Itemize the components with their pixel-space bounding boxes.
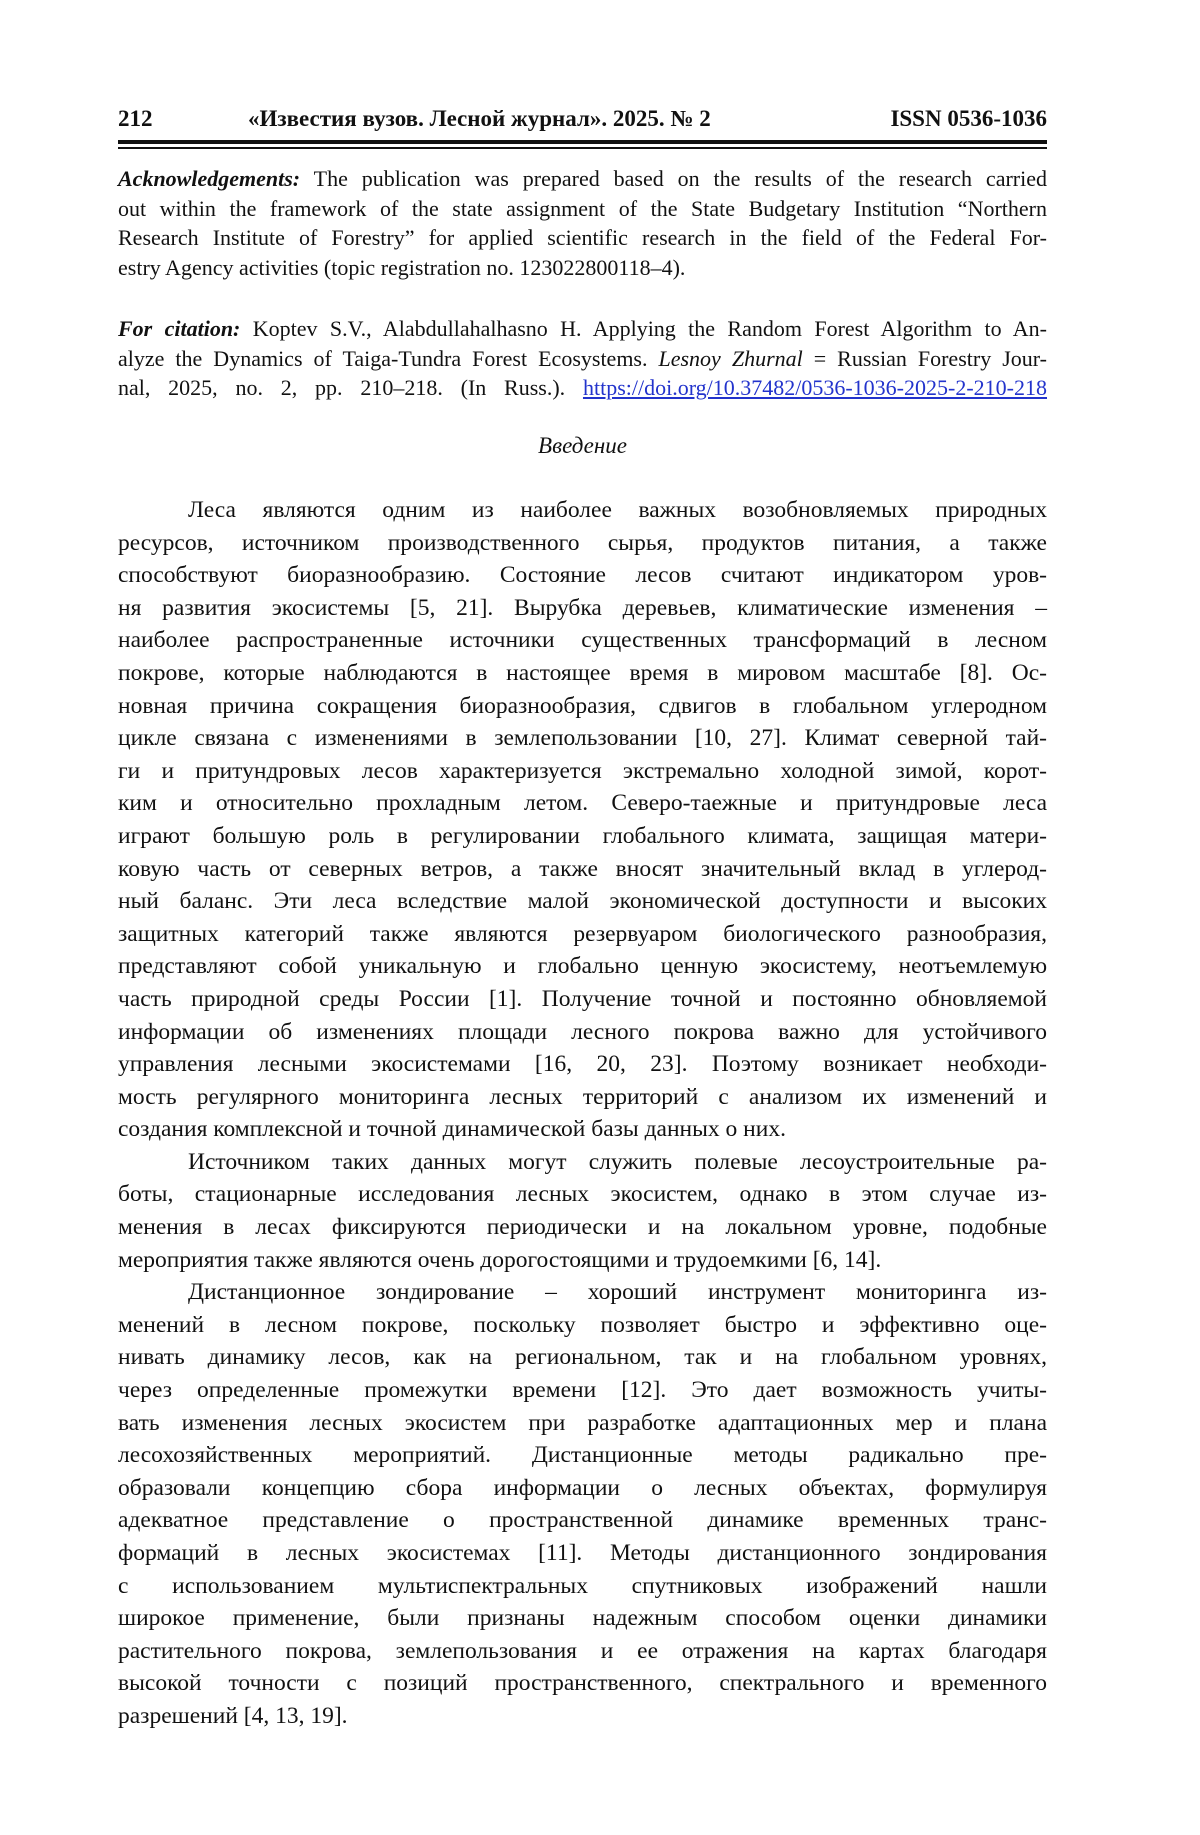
paragraph-line: с использованием мультиспектральных спутниковых изображений нашли	[118, 1572, 1047, 1599]
paragraph-line: ковую часть от северных ветров, а также вносят значительный вклад в углерод-	[118, 855, 1047, 882]
paragraph-line: управления лесными экосистемами [16, 20, 23]. Поэтому возникает необходи-	[118, 1051, 1047, 1078]
text-line: Research Institute of Forestry” for applied scientific research in the field of the Federal For-	[118, 225, 1047, 251]
paragraph-line: через определенные промежутки времени [12]. Это дает возможность учиты-	[118, 1377, 1047, 1404]
text-line: alyze the Dynamics of Taiga-Tundra Forest Ecosystems.	[118, 345, 659, 371]
running-header	[118, 106, 1047, 136]
journal-title: «Известия вузов. Лесной журнал». 2025. № 2	[248, 106, 711, 131]
text-line: = Russian Forestry Jour-	[802, 345, 1047, 371]
journal-name: Lesnoy Zhurnal	[658, 345, 803, 371]
paragraph-line: способствуют биоразнообразию. Состояние лесов считают индикатором уров-	[118, 562, 1047, 589]
acknowledgements-label: Acknowledgements:	[118, 166, 301, 191]
section-title: Введение	[538, 433, 627, 458]
body-text	[118, 494, 1047, 1733]
paragraph-line: формаций в лесных экосистемах [11]. Методы дистанционного зондирования	[118, 1540, 1047, 1566]
paragraph-line: ким и относительно прохладным летом. Северо-таежные и притундровые леса	[118, 790, 1047, 817]
paragraph-line: защитных категорий также являются резервуаром биологического разнообразия,	[118, 920, 1047, 947]
paragraph-line: вать изменения лесных экосистем при разработке адаптационных мер и плана	[118, 1409, 1047, 1436]
paragraph-line: образовали концепцию сбора информации о лесных объектах, формулируя	[118, 1474, 1047, 1501]
paragraph-line: представляют собой уникальную и глобально ценную экосистему, неотъемлемую	[118, 953, 1047, 980]
paragraph-line: покрове, которые наблюдаются в настоящее время в мировом масштабе [8]. Ос-	[118, 659, 1047, 686]
issn: ISSN 0536-1036	[890, 106, 1047, 131]
header-rule-thick	[118, 140, 1047, 144]
paragraph-line: новная причина сокращения биоразнообразия, сдвигов в глобальном углеродном	[118, 692, 1047, 719]
text-line: The publication was prepared based on the results of the research carried	[300, 166, 1047, 191]
acknowledgements	[118, 164, 1047, 282]
page-number: 212	[118, 106, 153, 131]
citation-label: For citation:	[118, 316, 241, 341]
citation	[118, 314, 1047, 403]
paragraph-line: ресурсов, источником производственного сырья, продуктов питания, а также	[118, 529, 1047, 556]
paragraph-line: разрешений [4, 13, 19].	[118, 1702, 348, 1729]
paragraph-line: создания комплексной и точной динамической базы данных о них.	[118, 1116, 786, 1143]
paragraph-line: нивать динамику лесов, как на региональном, так и на глобальном уровнях,	[118, 1344, 1047, 1371]
paragraph-line: ги и притундровых лесов характеризуется экстремально холодной зимой, корот-	[118, 757, 1047, 784]
paragraph-line: часть природной среды России [1]. Получение точной и постоянно обновляемой	[118, 985, 1047, 1012]
paragraph-line: высокой точности с позиций пространственного, спектрального и временного	[118, 1670, 1047, 1697]
text-line: nal, 2025, no. 2, pp. 210–218. (In Russ.).	[118, 375, 583, 401]
paragraph-line: боты, стационарные исследования лесных экосистем, однако в этом случае из-	[118, 1181, 1047, 1208]
text-line: out within the framework of the state assignment of the State Budgetary Institution “Northern	[118, 195, 1047, 221]
paragraph-line: Источником таких данных могут служить полевые лесоустроительные ра-	[188, 1148, 1047, 1175]
paragraph-line: адекватное представление о пространственной динамике временных транс-	[118, 1507, 1047, 1534]
paragraph-line: лесохозяйственных мероприятий. Дистанционные методы радикально пре-	[118, 1442, 1047, 1469]
paragraph-line: Дистанционное зондирование – хороший инструмент мониторинга из-	[188, 1279, 1047, 1306]
paragraph-line: менения в лесах фиксируются периодически и на локальном уровне, подобные	[118, 1214, 1047, 1241]
doi-link[interactable]: https://doi.org/10.37482/0536-1036-2025-2-210-218	[582, 375, 1047, 401]
paragraph-line: растительного покрова, землепользования и ее отражения на картах благодаря	[118, 1637, 1047, 1664]
paragraph-line: наиболее распространенные источники существенных трансформаций в лесном	[118, 627, 1047, 654]
paragraph-line: играют большую роль в регулировании глобального климата, защищая матери-	[118, 822, 1047, 849]
paragraph-line: Леса являются одним из наиболее важных возобновляемых природных	[188, 497, 1047, 523]
paragraph-line: цикле связана с изменениями в землепользовании [10, 27]. Климат северной тай-	[118, 725, 1047, 752]
paragraph-line: мероприятия также являются очень дорогостоящими и трудоемкими [6, 14].	[118, 1246, 882, 1273]
paragraph-line: менений в лесном покрове, поскольку позволяет быстро и эффективно оце-	[118, 1311, 1047, 1338]
header-rule-thin	[118, 147, 1047, 149]
text-line: estry Agency activities (topic registration no. 123022800118–4).	[118, 254, 686, 280]
paragraph-line: широкое применение, были признаны надежным способом оценки динамики	[118, 1605, 1047, 1632]
paragraph-line: ный баланс. Эти леса вследствие малой экономической доступности и высоких	[118, 888, 1047, 915]
paragraph-line: информации об изменениях площади лесного покрова важно для устойчивого	[118, 1018, 1047, 1045]
paragraph-line: ня развития экосистемы [5, 21]. Вырубка деревьев, климатические изменения –	[118, 594, 1047, 621]
paragraph-line: мость регулярного мониторинга лесных территорий с анализом их изменений и	[118, 1083, 1047, 1110]
text-line: Koptev S.V., Alabdullahalhasno H. Applying the Random Forest Algorithm to An-	[240, 316, 1047, 341]
